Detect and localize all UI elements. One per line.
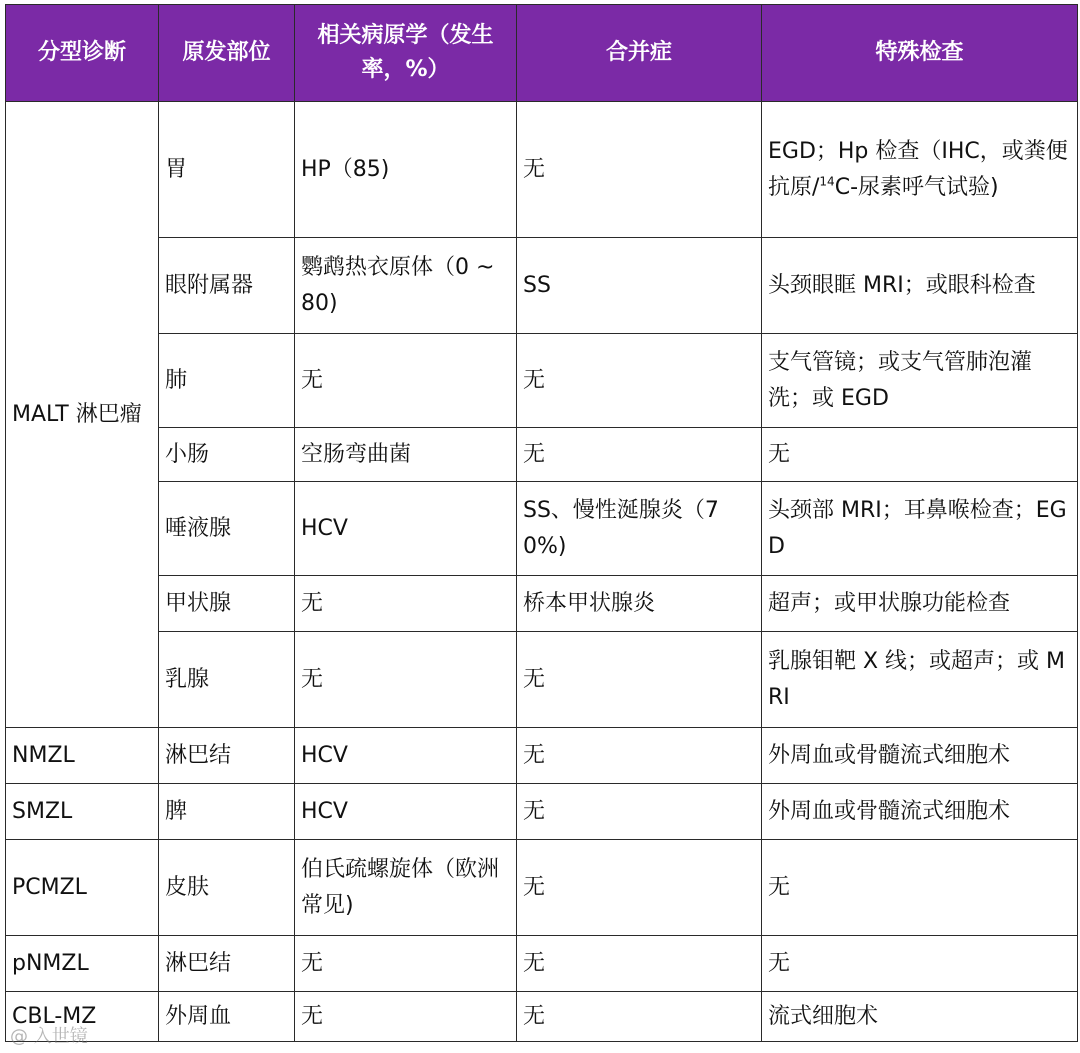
exam-text-pre: EGD；Hp 检查（IHC，或粪便抗原/ xyxy=(768,138,1068,200)
table-row xyxy=(6,238,1078,334)
header-exam: 特殊检查 xyxy=(762,5,1078,102)
pathogen-cell: 空肠弯曲菌 xyxy=(295,428,517,482)
exam-cell: 无 xyxy=(762,840,1078,936)
pathogen-cell: HP（85) xyxy=(295,102,517,238)
comorbidity-cell: 桥本甲状腺炎 xyxy=(517,576,762,632)
type-cell: pNMZL xyxy=(6,936,159,992)
site-cell: 肺 xyxy=(159,334,295,428)
comorbidity-cell: 无 xyxy=(517,428,762,482)
exam-cell: 支气管镜；或支气管肺泡灌洗；或 EGD xyxy=(762,334,1078,428)
pathogen-cell: 无 xyxy=(295,632,517,728)
exam-cell: 头颈眼眶 MRI；或眼科检查 xyxy=(762,238,1078,334)
site-cell: 小肠 xyxy=(159,428,295,482)
pathogen-cell: 无 xyxy=(295,936,517,992)
type-cell: CBL-MZ xyxy=(6,992,159,1042)
table-row xyxy=(6,840,1078,936)
pathogen-cell: 无 xyxy=(295,992,517,1042)
comorbidity-cell: 无 xyxy=(517,632,762,728)
comorbidity-cell: 无 xyxy=(517,102,762,238)
type-cell: NMZL xyxy=(6,728,159,784)
pathogen-cell: HCV xyxy=(295,482,517,576)
pathogen-cell: 鹦鹉热衣原体（0 ~ 80) xyxy=(295,238,517,334)
comorbidity-cell: SS、慢性涎腺炎（70%) xyxy=(517,482,762,576)
exam-cell: 流式细胞术 xyxy=(762,992,1078,1042)
pathogen-cell: 无 xyxy=(295,334,517,428)
pathogen-cell: HCV xyxy=(295,728,517,784)
exam-cell: 外周血或骨髓流式细胞术 xyxy=(762,784,1078,840)
exam-cell: 无 xyxy=(762,936,1078,992)
header-type: 分型诊断 xyxy=(6,5,159,102)
comorbidity-cell: 无 xyxy=(517,784,762,840)
type-cell: PCMZL xyxy=(6,840,159,936)
pathogen-cell: 伯氏疏螺旋体（欧洲常见) xyxy=(295,840,517,936)
comorbidity-cell: 无 xyxy=(517,992,762,1042)
table-row xyxy=(6,576,1078,632)
exam-cell xyxy=(762,102,1078,238)
exam-cell: 超声；或甲状腺功能检查 xyxy=(762,576,1078,632)
site-cell: 唾液腺 xyxy=(159,482,295,576)
exam-superscript: 14 xyxy=(819,174,835,189)
site-cell: 皮肤 xyxy=(159,840,295,936)
pathogen-cell: 无 xyxy=(295,576,517,632)
table-row xyxy=(6,428,1078,482)
exam-cell: 头颈部 MRI；耳鼻喉检查；EGD xyxy=(762,482,1078,576)
table-row xyxy=(6,102,1078,238)
comorbidity-cell: 无 xyxy=(517,840,762,936)
comorbidity-cell: 无 xyxy=(517,334,762,428)
watermark: @ 入世镜 xyxy=(10,1026,88,1047)
comorbidity-cell: 无 xyxy=(517,936,762,992)
table-row xyxy=(6,482,1078,576)
type-cell: SMZL xyxy=(6,784,159,840)
site-cell: 乳腺 xyxy=(159,632,295,728)
site-cell: 脾 xyxy=(159,784,295,840)
type-malt: MALT 淋巴瘤 xyxy=(6,102,159,728)
site-cell: 淋巴结 xyxy=(159,728,295,784)
exam-text-post: C-尿素呼气试验) xyxy=(834,174,999,200)
pathogen-cell: HCV xyxy=(295,784,517,840)
header-row xyxy=(6,5,1078,102)
site-cell: 甲状腺 xyxy=(159,576,295,632)
header-site: 原发部位 xyxy=(159,5,295,102)
comorbidity-cell: SS xyxy=(517,238,762,334)
classification-table xyxy=(5,4,1078,1042)
header-comorbidity: 合并症 xyxy=(517,5,762,102)
table-row xyxy=(6,936,1078,992)
site-cell: 胃 xyxy=(159,102,295,238)
table-row xyxy=(6,632,1078,728)
site-cell: 眼附属器 xyxy=(159,238,295,334)
table-row xyxy=(6,992,1078,1042)
site-cell: 淋巴结 xyxy=(159,936,295,992)
exam-cell: 乳腺钼靶 X 线；或超声；或 MRI xyxy=(762,632,1078,728)
exam-cell: 外周血或骨髓流式细胞术 xyxy=(762,728,1078,784)
table-row xyxy=(6,784,1078,840)
header-pathogen: 相关病原学（发生率，%） xyxy=(295,5,517,102)
site-cell: 外周血 xyxy=(159,992,295,1042)
comorbidity-cell: 无 xyxy=(517,728,762,784)
exam-cell: 无 xyxy=(762,428,1078,482)
table-row xyxy=(6,728,1078,784)
table-row xyxy=(6,334,1078,428)
